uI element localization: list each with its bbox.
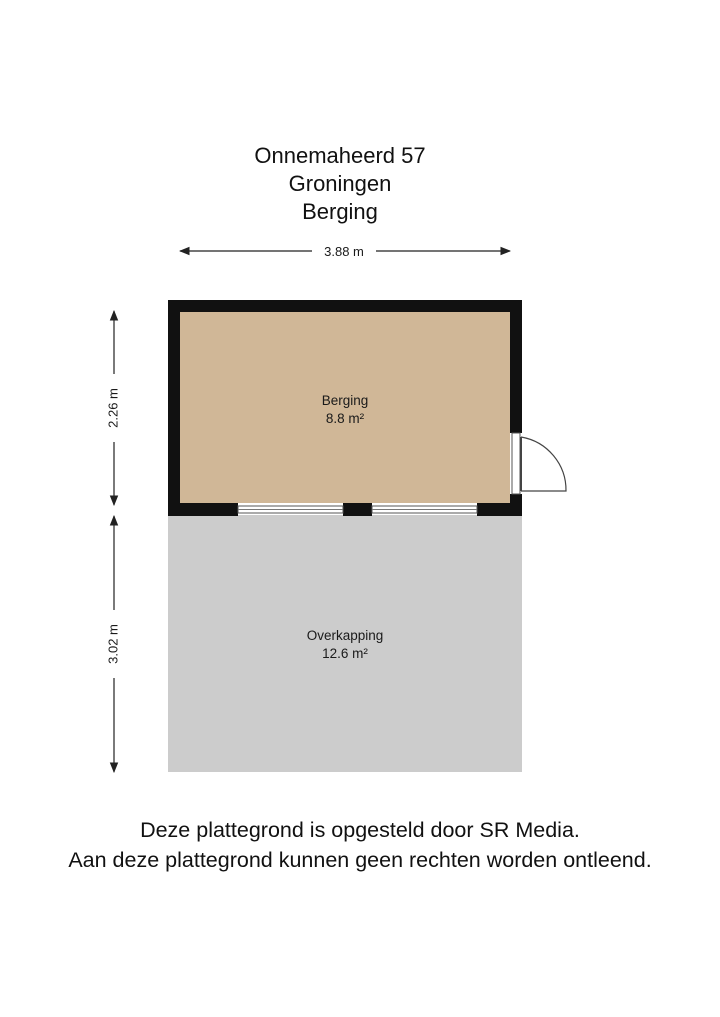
- overkapping-area-label: 12.6 m²: [322, 646, 368, 661]
- berging-area: 8.8 m²: [325, 411, 365, 426]
- floor-title: Berging: [302, 199, 378, 224]
- window-left: [238, 506, 343, 513]
- overkapping-name: Overkapping: [306, 628, 384, 643]
- disclaimer-line-2: Aan deze plattegrond kunnen geen rechten worden ontleend.: [68, 848, 652, 872]
- wall-bottom-right: [477, 503, 522, 516]
- wall-bottom-left: [168, 503, 238, 516]
- city-title: Groningen: [288, 171, 392, 196]
- berging-name: Berging: [321, 393, 369, 408]
- wall-bottom-mid: [343, 503, 372, 516]
- width-dimension-label: 3.88 m: [324, 244, 364, 259]
- berging-height-dimension: [105, 311, 120, 505]
- overkapping-area: [168, 515, 522, 772]
- window-right: [372, 506, 477, 513]
- wall-top: [168, 300, 522, 312]
- disclaimer: [0, 815, 720, 875]
- berging-height-label: 2.26 m: [105, 388, 121, 428]
- width-dimension: [180, 244, 510, 259]
- overkapping-height-label: 3.02 m: [105, 624, 121, 664]
- wall-right-upper: [510, 300, 522, 433]
- disclaimer-line-1: Deze plattegrond is opgesteld door SR Media.: [140, 818, 580, 842]
- door: [512, 433, 566, 494]
- wall-left: [168, 300, 180, 516]
- overkapping-height-dimension: [105, 516, 120, 772]
- door-swing-arc: [521, 437, 566, 491]
- address-title: Onnemaheerd 57: [254, 143, 426, 168]
